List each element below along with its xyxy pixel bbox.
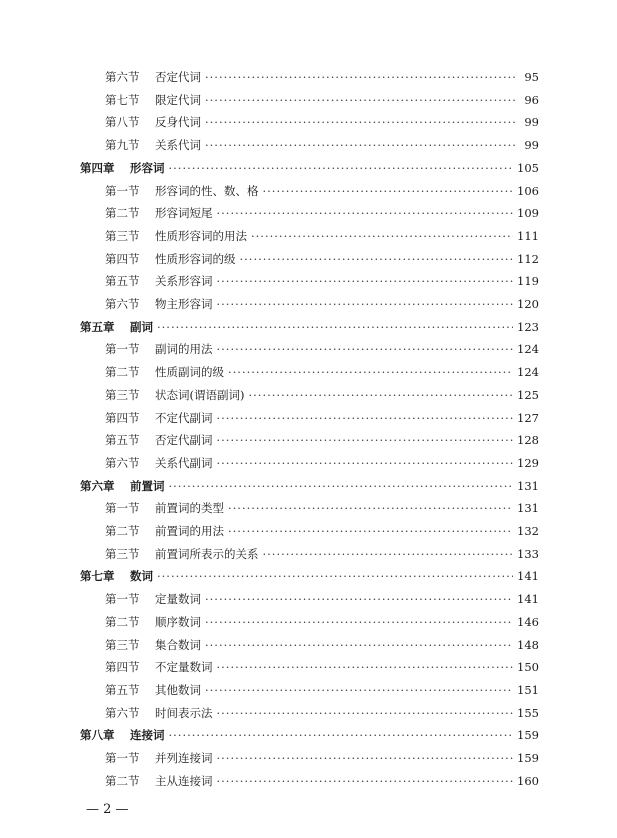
toc-section-entry[interactable] <box>105 497 539 519</box>
entry-page-number: 124 <box>517 365 539 380</box>
entry-page-number: 99 <box>524 115 539 130</box>
toc-section-entry[interactable] <box>105 293 539 315</box>
entry-number: 第九节 <box>105 138 140 153</box>
entry-title: 数词 <box>130 569 153 584</box>
entry-page-number: 148 <box>517 637 539 652</box>
entry-number: 第四节 <box>105 660 140 675</box>
toc-section-entry[interactable] <box>105 89 539 111</box>
dot-leader <box>205 134 517 156</box>
entry-title: 物主形容词 <box>155 297 213 311</box>
entry-page-number: 133 <box>517 546 539 561</box>
toc-section-entry[interactable] <box>105 407 539 429</box>
toc-section-entry[interactable] <box>105 770 539 792</box>
dot-leader <box>217 656 514 678</box>
entry-title: 性质形容词的用法 <box>155 228 247 243</box>
page-number: — 2 — <box>86 802 129 817</box>
entry-title: 其他数词 <box>155 682 201 697</box>
entry-title: 关系代副词 <box>155 455 213 470</box>
entry-title: 性质形容词的级 <box>155 251 236 266</box>
entry-page-number: 141 <box>517 592 539 607</box>
entry-number: 第四节 <box>105 251 140 266</box>
toc-section-entry[interactable] <box>105 134 539 156</box>
entry-page-number: 151 <box>517 682 539 697</box>
entry-page-number: 96 <box>524 92 539 107</box>
toc-chapter-entry[interactable] <box>80 565 539 587</box>
entry-title: 主从连接词 <box>155 773 213 788</box>
entry-number: 第六节 <box>105 297 140 311</box>
entry-number: 第四章 <box>80 160 115 175</box>
entry-title: 副词的用法 <box>155 342 213 357</box>
toc-section-entry[interactable] <box>105 543 539 565</box>
entry-number: 第二节 <box>105 773 140 788</box>
entry-page-number: 129 <box>517 455 539 470</box>
entry-title: 否定代词 <box>155 70 201 84</box>
entry-number: 第二节 <box>105 614 140 629</box>
toc-section-entry[interactable] <box>105 747 539 769</box>
entry-page-number: 131 <box>517 501 539 516</box>
entry-number: 第二节 <box>105 365 140 380</box>
toc-section-entry[interactable] <box>105 384 539 406</box>
dot-leader <box>157 565 513 587</box>
entry-title: 前置词所表示的关系 <box>155 546 259 561</box>
toc-section-entry[interactable] <box>105 361 539 383</box>
toc-chapter-entry[interactable] <box>80 316 539 338</box>
entry-title: 限定代词 <box>155 92 201 107</box>
toc-section-entry[interactable] <box>105 611 539 633</box>
dot-leader <box>263 543 514 565</box>
entry-number: 第七节 <box>105 92 140 107</box>
entry-number: 第一节 <box>105 751 140 765</box>
entry-title: 集合数词 <box>155 637 201 652</box>
toc-section-entry[interactable] <box>105 270 539 292</box>
toc-chapter-entry[interactable] <box>80 724 539 746</box>
entry-page-number: 119 <box>517 274 539 289</box>
entry-title: 形容词的性、数、格 <box>155 183 259 198</box>
toc-section-entry[interactable] <box>105 66 539 88</box>
entry-page-number: 125 <box>517 387 539 402</box>
dot-leader <box>248 384 513 406</box>
entry-number: 第四节 <box>105 410 140 425</box>
toc-section-entry[interactable] <box>105 429 539 451</box>
entry-number: 第三节 <box>105 546 140 561</box>
toc-section-entry[interactable] <box>105 225 539 247</box>
entry-title: 否定代副词 <box>155 433 213 448</box>
entry-title: 形容词 <box>130 160 165 175</box>
entry-page-number: 106 <box>517 183 539 198</box>
entry-page-number: 146 <box>517 614 539 629</box>
dot-leader <box>217 770 514 792</box>
entry-number: 第一节 <box>105 342 140 357</box>
entry-title: 状态词(谓语副词) <box>155 387 245 402</box>
toc-section-entry[interactable] <box>105 338 539 360</box>
entry-number: 第五节 <box>105 682 140 697</box>
entry-page-number: 124 <box>517 342 539 357</box>
entry-number: 第三节 <box>105 637 140 652</box>
entry-page-number: 141 <box>517 569 539 584</box>
entry-number: 第六节 <box>105 70 140 84</box>
entry-number: 第三节 <box>105 228 140 243</box>
entry-title: 时间表示法 <box>155 705 213 720</box>
toc-section-entry[interactable] <box>105 588 539 610</box>
entry-page-number: 112 <box>517 251 539 266</box>
entry-title: 连接词 <box>130 728 165 743</box>
entry-page-number: 131 <box>517 478 539 493</box>
entry-page-number: 159 <box>517 728 539 743</box>
dot-leader <box>217 338 514 360</box>
entry-title: 不定量数词 <box>155 660 213 675</box>
toc-section-entry[interactable] <box>105 702 539 724</box>
dot-leader <box>217 747 514 769</box>
entry-page-number: 127 <box>517 410 539 425</box>
toc-section-entry[interactable] <box>105 520 539 542</box>
dot-leader <box>205 89 517 111</box>
dot-leader <box>228 497 513 519</box>
toc-chapter-entry[interactable] <box>80 157 539 179</box>
dot-leader <box>217 293 514 315</box>
entry-number: 第八节 <box>105 115 140 130</box>
dot-leader <box>217 702 514 724</box>
dot-leader <box>205 679 513 701</box>
entry-page-number: 109 <box>517 206 539 221</box>
entry-title: 定量数词 <box>155 592 201 607</box>
entry-title: 关系形容词 <box>155 274 213 289</box>
dot-leader <box>217 429 514 451</box>
toc-section-entry[interactable] <box>105 656 539 678</box>
dot-leader <box>228 520 513 542</box>
entry-page-number: 120 <box>517 297 539 311</box>
entry-title: 顺序数词 <box>155 614 201 629</box>
toc-section-entry[interactable] <box>105 111 539 133</box>
entry-title: 不定代副词 <box>155 410 213 425</box>
entry-title: 形容词短尾 <box>155 206 213 221</box>
dot-leader <box>169 724 514 746</box>
entry-number: 第一节 <box>105 183 140 198</box>
dot-leader <box>240 248 514 270</box>
entry-number: 第八章 <box>80 728 115 743</box>
entry-number: 第六节 <box>105 455 140 470</box>
dot-leader <box>205 111 517 133</box>
dot-leader <box>205 611 513 633</box>
toc-section-entry[interactable] <box>105 248 539 270</box>
toc-section-entry[interactable] <box>105 679 539 701</box>
entry-number: 第二节 <box>105 524 140 538</box>
entry-page-number: 132 <box>517 524 539 538</box>
dot-leader <box>217 407 514 429</box>
entry-page-number: 95 <box>524 70 539 84</box>
entry-title: 性质副词的级 <box>155 365 224 380</box>
dot-leader <box>157 316 513 338</box>
dot-leader <box>205 634 513 656</box>
dot-leader <box>217 202 514 224</box>
entry-title: 前置词的用法 <box>155 524 224 538</box>
entry-number: 第七章 <box>80 569 115 584</box>
entry-number: 第一节 <box>105 592 140 607</box>
entry-title: 前置词 <box>130 478 165 493</box>
entry-number: 第五节 <box>105 433 140 448</box>
entry-page-number: 128 <box>517 433 539 448</box>
entry-page-number: 160 <box>517 773 539 788</box>
dot-leader <box>217 270 514 292</box>
entry-page-number: 150 <box>517 660 539 675</box>
dot-leader <box>205 588 513 610</box>
dot-leader <box>217 452 514 474</box>
entry-page-number: 123 <box>517 319 539 334</box>
entry-title: 并列连接词 <box>155 751 213 765</box>
entry-title: 前置词的类型 <box>155 501 224 516</box>
dot-leader <box>251 225 513 247</box>
dot-leader <box>205 66 517 88</box>
toc-section-entry[interactable] <box>105 634 539 656</box>
entry-page-number: 105 <box>517 160 539 175</box>
entry-page-number: 159 <box>517 751 539 765</box>
dot-leader <box>169 157 514 179</box>
entry-page-number: 111 <box>517 228 539 243</box>
dot-leader <box>263 180 514 202</box>
toc-chapter-entry[interactable] <box>80 475 539 497</box>
entry-title: 反身代词 <box>155 115 201 130</box>
entry-number: 第二节 <box>105 206 140 221</box>
entry-page-number: 155 <box>517 705 539 720</box>
dot-leader <box>169 475 514 497</box>
entry-number: 第五章 <box>80 319 115 334</box>
entry-number: 第六节 <box>105 705 140 720</box>
toc-section-entry[interactable] <box>105 180 539 202</box>
entry-title: 关系代词 <box>155 138 201 153</box>
toc-section-entry[interactable] <box>105 202 539 224</box>
entry-title: 副词 <box>130 319 153 334</box>
entry-number: 第五节 <box>105 274 140 289</box>
entry-number: 第一节 <box>105 501 140 516</box>
dot-leader <box>228 361 513 383</box>
entry-number: 第三节 <box>105 387 140 402</box>
entry-page-number: 99 <box>524 138 539 153</box>
entry-number: 第六章 <box>80 478 115 493</box>
toc-section-entry[interactable] <box>105 452 539 474</box>
